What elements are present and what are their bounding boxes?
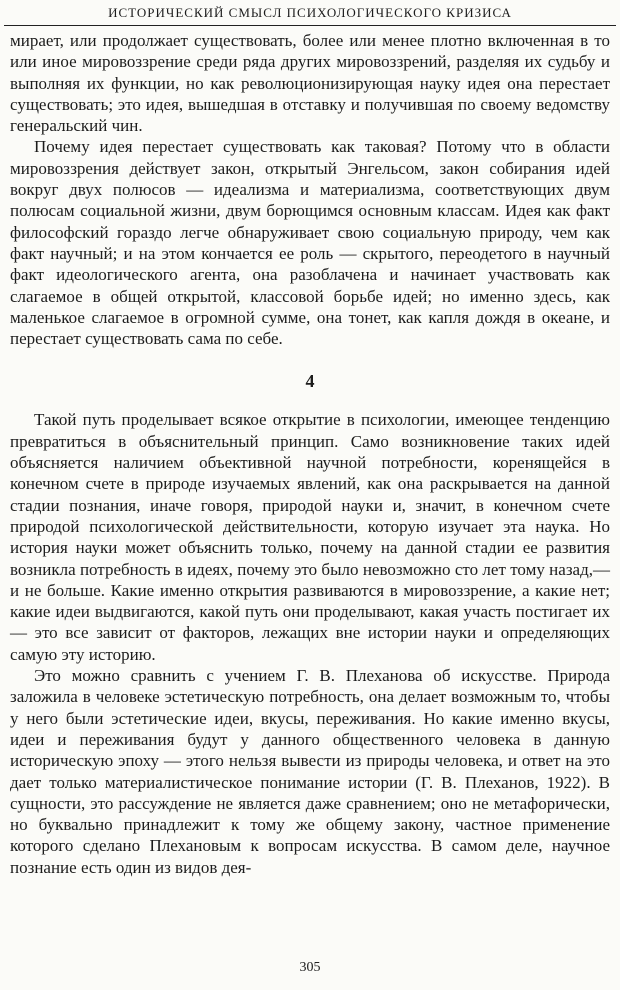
header-rule bbox=[4, 25, 616, 26]
body-text bbox=[10, 30, 610, 878]
paragraph-continued: мирает, или продолжает существовать, более или менее плотно включенная в то или иное мировоззрение среди ряда других мировоззрений, разделяя их судьбу и выполняя их функции, но как революционизирующая науку идея она перестает существовать; это идея, вышедшая в отставку и получившая по своему ведомству генеральский чин. bbox=[10, 31, 610, 136]
paragraph: Это можно сравнить с учением Г. В. Плеханова об искусстве. Природа заложила в человеке эстетическую потребность, она делает возможным то, чтобы у него были эстетические идеи, вкусы, переживания. Но какие именно вкусы, идеи и переживания будут у данного общественного человека в данную историческую эпоху — этого нельзя вывести из природы человека, и ответ на это дает только материалистическое понимание истории (Г. В. Плеханов, 1922). В сущности, это рассуждение не является даже сравнением; оно не метафорически, но буквально принадлежит к тому же общему закону, частное применение которого сделано Плехановым к вопросам искусства. В самом деле, научное познание есть один из видов дея- bbox=[10, 666, 610, 877]
section-number: 4 bbox=[305, 371, 315, 392]
page-number: 305 bbox=[299, 960, 321, 975]
running-header: ИСТОРИЧЕСКИЙ СМЫСЛ ПСИХОЛОГИЧЕСКОГО КРИЗИСА bbox=[108, 5, 512, 20]
paragraph: Почему идея перестает существовать как таковая? Потому что в области мировоззрения действует закон, открытый Энгельсом, закон собирания идей вокруг двух полюсов — идеализма и материализма, соответствующих двум полюсам социальной жизни, двум борющимся основным классам. Идея как факт философский гораздо легче обнаруживает свою социальную природу, чем как факт научный; и на этом кончается ее роль — скрытого, переодетого в научный факт идеологического агента, она разоблачена и начинает участвовать как слагаемое в общей открытой, классовой борьбе идей; но именно здесь, как маленькое слагаемое в огромной сумме, она тонет, как капля дождя в океане, и перестает существовать сама по себе. bbox=[10, 137, 610, 349]
paragraph: Такой путь проделывает всякое открытие в психологии, имеющее тенденцию превратиться в объяснительный принцип. Само возникновение таких идей объясняется наличием объективной научной потребности, коренящейся в конечном счете в природе изучаемых явлений, как она раскрывается на данной стадии познания, иначе говоря, природой науки и, значит, в конечном счете природой психологической действительности, которую изучает эта наука. Но история науки может объяснить только, почему на данной стадии ее развития возникла потребность в идеях, почему это было невозможно сто лет тому назад,— и не больше. Какие именно открытия развиваются в мировоззрение, а какие нет; какие идеи выдвигаются, какой путь они проделывают, какая участь постигает их — это все зависит от факторов, лежащих вне истории науки и определяющих самую эту историю. bbox=[10, 410, 610, 664]
